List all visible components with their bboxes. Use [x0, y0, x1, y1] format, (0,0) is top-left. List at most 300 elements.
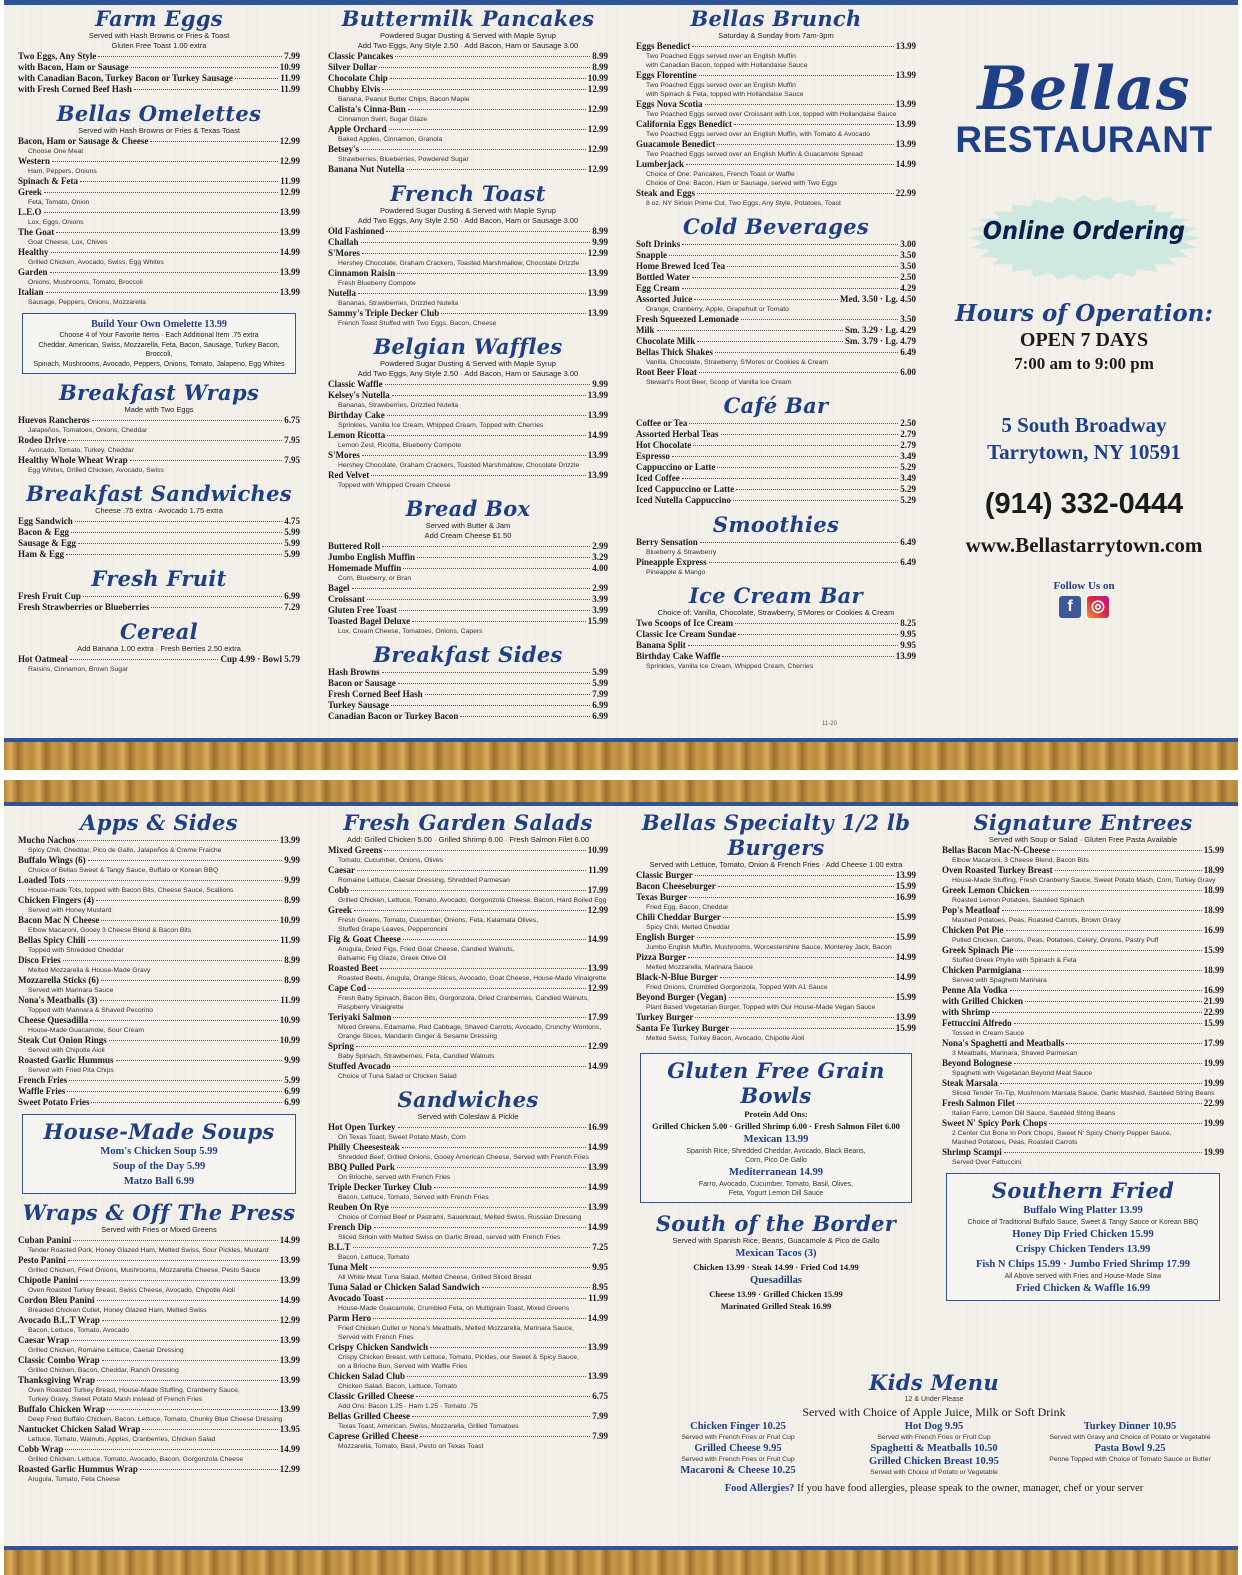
- item-name: Bellas Thick Shakes: [636, 347, 713, 357]
- section-title: Fresh Garden Salads: [343, 810, 593, 835]
- menu-item[interactable]: [636, 870, 916, 881]
- menu-item[interactable]: [328, 678, 608, 689]
- item-price: 7.99: [592, 689, 608, 699]
- item-price: 13.99: [279, 1275, 300, 1285]
- item-description: Grilled Chicken, Lettuce, Tomato, Avocado, Bacon, Gorgonzola Cheese: [28, 1456, 244, 1463]
- dot-leader: [66, 554, 282, 555]
- instagram-icon[interactable]: ◎: [1087, 596, 1109, 618]
- section-title: French Toast: [390, 181, 546, 206]
- menu-item[interactable]: [636, 972, 916, 983]
- menu-item[interactable]: [942, 925, 1224, 936]
- item-price: 13.99: [587, 1371, 608, 1381]
- menu-item[interactable]: [18, 1295, 300, 1306]
- menu-item[interactable]: [328, 104, 608, 115]
- item-description: Spaghetti with Vegetarian Beyond Meat Sauce: [952, 1070, 1093, 1077]
- border-item[interactable]: Marinated Grilled Steak 16.99: [720, 1301, 832, 1311]
- menu-item[interactable]: [18, 62, 300, 73]
- menu-item[interactable]: [328, 845, 608, 856]
- kids-item-desc: Served with French Fries or Fruit Cup: [681, 1434, 795, 1441]
- menu-item[interactable]: [636, 1023, 916, 1034]
- item-price: 5.99: [284, 538, 300, 548]
- menu-item[interactable]: [328, 430, 608, 441]
- menu-item[interactable]: [18, 1315, 300, 1326]
- kids-item-desc: Served with French Fries or Fruit Cup: [681, 1456, 795, 1463]
- item-description: Sausage, Peppers, Onions, Mozzarella: [28, 299, 146, 306]
- logo-restaurant: RESTAURANT: [955, 119, 1213, 160]
- menu-item[interactable]: [328, 963, 608, 974]
- menu-item[interactable]: [328, 1242, 608, 1253]
- menu-item[interactable]: [328, 1162, 608, 1173]
- dot-leader: [386, 1298, 587, 1299]
- item-description: Turkey Gravy, Sweet Potato Mash instead of French Fries: [28, 1396, 203, 1403]
- kids-item[interactable]: Spaghetti & Meatballs 10.50: [870, 1443, 998, 1454]
- menu-item[interactable]: [18, 136, 300, 147]
- menu-item[interactable]: [328, 1061, 608, 1072]
- menu-item[interactable]: [942, 996, 1224, 1007]
- section-title: Café Bar: [723, 393, 829, 418]
- menu-item[interactable]: [636, 188, 916, 199]
- menu-item[interactable]: [328, 390, 608, 401]
- menu-item[interactable]: [328, 1371, 608, 1382]
- kids-item[interactable]: Chicken Finger 10.25: [690, 1421, 786, 1432]
- menu-item[interactable]: [636, 451, 916, 462]
- menu-item[interactable]: [18, 915, 300, 926]
- item-name: Turkey Burger: [636, 1012, 694, 1022]
- menu-item[interactable]: [942, 1147, 1224, 1158]
- menu-item[interactable]: [636, 629, 916, 640]
- menu-item[interactable]: [328, 237, 608, 248]
- menu-item[interactable]: [328, 379, 608, 390]
- menu-item[interactable]: [942, 1038, 1224, 1049]
- menu-item[interactable]: [942, 885, 1224, 896]
- menu-item[interactable]: [636, 261, 916, 272]
- southern-item[interactable]: Fried Chicken & Waffle 16.99: [1015, 1283, 1151, 1294]
- menu-item[interactable]: [636, 881, 916, 892]
- item-price: 13.99: [587, 268, 608, 278]
- menu-item[interactable]: [328, 450, 608, 461]
- bowl-item[interactable]: Mediterranean 14.99: [729, 1167, 823, 1178]
- dot-leader: [391, 705, 590, 706]
- menu-item[interactable]: [18, 654, 300, 665]
- soup-item[interactable]: Mom's Chicken Soup 5.99: [100, 1146, 218, 1157]
- menu-item[interactable]: [328, 1142, 608, 1153]
- menu-item[interactable]: [942, 985, 1224, 996]
- menu-item[interactable]: [636, 70, 916, 81]
- menu-item[interactable]: [328, 865, 608, 876]
- menu-item[interactable]: [636, 495, 916, 506]
- item-description: 8 oz. NY Sirloin Prime Cut, Two Eggs, Any Style, Potatoes, Toast: [646, 200, 841, 207]
- item-name: Kelsey's Nutella: [328, 390, 390, 400]
- dot-leader: [50, 272, 278, 273]
- southern-item[interactable]: Honey Dip Fried Chicken 15.99: [1012, 1229, 1154, 1240]
- southern-fried-box: [946, 1173, 1220, 1301]
- menu-item[interactable]: [18, 73, 300, 84]
- menu-item[interactable]: [636, 557, 916, 568]
- item-description: Corn, Blueberry, or Bran: [338, 575, 412, 582]
- section-note: Served with Coleslaw & Pickle: [417, 1112, 519, 1121]
- menu-item[interactable]: [328, 1391, 608, 1402]
- item-price: 13.99: [587, 410, 608, 420]
- menu-item[interactable]: [636, 283, 916, 294]
- dot-leader: [741, 319, 898, 320]
- border-prices: Chicken 13.99 · Steak 14.99 · Fried Cod 14.99: [693, 1262, 859, 1272]
- dot-leader: [51, 252, 278, 253]
- menu-item[interactable]: [328, 983, 608, 994]
- menu-item[interactable]: [18, 247, 300, 258]
- menu-item[interactable]: [18, 1035, 300, 1046]
- menu-item[interactable]: [942, 1118, 1224, 1129]
- menu-item[interactable]: [636, 429, 916, 440]
- menu-item[interactable]: [18, 1075, 300, 1086]
- menu-item[interactable]: [636, 119, 916, 130]
- menu-item[interactable]: [942, 845, 1224, 856]
- menu-item[interactable]: [18, 995, 300, 1006]
- menu-item[interactable]: [636, 473, 916, 484]
- menu-item[interactable]: [328, 1431, 608, 1442]
- item-description: Choose One Meat: [28, 148, 84, 155]
- dot-leader: [407, 1376, 586, 1377]
- menu-item[interactable]: [328, 410, 608, 421]
- menu-item[interactable]: [636, 250, 916, 261]
- item-name: Bottled Water: [636, 272, 691, 282]
- menu-item[interactable]: [942, 1007, 1224, 1018]
- kids-item[interactable]: Pasta Bowl 9.25: [1094, 1443, 1166, 1454]
- menu-item[interactable]: [18, 538, 300, 549]
- item-name: Pizza Burger: [636, 952, 687, 962]
- item-description: Bananas, Strawberries, Drizzled Nutella: [338, 402, 459, 409]
- dot-leader: [416, 1396, 590, 1397]
- menu-section: [18, 313, 300, 374]
- menu-item[interactable]: [328, 1411, 608, 1422]
- menu-item[interactable]: [636, 651, 916, 662]
- menu-item[interactable]: [636, 347, 916, 358]
- item-price: 3.50: [900, 250, 916, 260]
- item-name: Beyond Bolognese: [942, 1058, 1012, 1068]
- menu-item[interactable]: [18, 516, 300, 527]
- menu-item[interactable]: [18, 591, 300, 602]
- kids-item[interactable]: Grilled Chicken Breast 10.95: [869, 1456, 999, 1467]
- item-price: 13.99: [895, 1012, 916, 1022]
- menu-item[interactable]: [18, 187, 300, 198]
- menu-item[interactable]: [328, 583, 608, 594]
- item-description: Chicken Salad, Bacon, Lettuce, Tomato: [338, 1383, 457, 1390]
- border-item[interactable]: Mexican Tacos (3): [735, 1248, 817, 1259]
- menu-item[interactable]: [328, 124, 608, 135]
- menu-item[interactable]: [636, 239, 916, 250]
- menu-item[interactable]: [328, 1122, 608, 1133]
- menu-item[interactable]: [18, 835, 300, 846]
- menu-item[interactable]: [328, 1262, 608, 1273]
- menu-item[interactable]: [18, 549, 300, 560]
- item-name: Coffee or Tea: [636, 418, 688, 428]
- menu-item[interactable]: [328, 1293, 608, 1304]
- menu-item[interactable]: [18, 1097, 300, 1108]
- menu-item[interactable]: [636, 462, 916, 473]
- menu-item[interactable]: [636, 1012, 916, 1023]
- menu-item[interactable]: [328, 1041, 608, 1052]
- item-name: Hot Oatmeal: [18, 654, 68, 664]
- menu-item[interactable]: [328, 563, 608, 574]
- item-description: Oven Roasted Turkey Breast, House-Made Stuffing, Cranberry Sauce,: [28, 1387, 240, 1394]
- item-name: with Canadian Bacon, Turkey Bacon or Turkey Sausage: [18, 73, 233, 83]
- menu-item[interactable]: [328, 605, 608, 616]
- section-note: Powdered Sugar Dusting & Served with Maple Syrup: [380, 206, 556, 215]
- menu-item[interactable]: [328, 288, 608, 299]
- menu-item[interactable]: [636, 41, 916, 52]
- column-salads: [328, 780, 608, 1575]
- item-price: 4.00: [592, 563, 608, 573]
- dot-leader: [398, 1127, 586, 1128]
- menu-item[interactable]: [18, 455, 300, 466]
- dot-leader: [1017, 1103, 1202, 1104]
- menu-item[interactable]: [942, 905, 1224, 916]
- menu-item[interactable]: [636, 892, 916, 903]
- section-title: Bellas Brunch: [690, 6, 862, 31]
- menu-item[interactable]: [18, 875, 300, 886]
- menu-item[interactable]: [328, 616, 608, 627]
- menu-item[interactable]: [328, 594, 608, 605]
- menu-item[interactable]: [636, 992, 916, 1003]
- menu-item[interactable]: [328, 1202, 608, 1213]
- menu-item[interactable]: [942, 1098, 1224, 1109]
- item-description: Avocado, Tomato, Turkey, Cheddar: [28, 447, 134, 454]
- menu-item[interactable]: [328, 1012, 608, 1023]
- menu-item[interactable]: [18, 955, 300, 966]
- dot-leader: [370, 1267, 590, 1268]
- menu-item[interactable]: [328, 1342, 608, 1353]
- item-price: 12.99: [587, 905, 608, 915]
- divider-line: [4, 738, 1238, 742]
- item-name: Old Fashioned: [328, 226, 385, 236]
- dot-leader: [1010, 990, 1202, 991]
- kids-menu-title: Kids Menu: [869, 1370, 999, 1395]
- menu-item[interactable]: [328, 1313, 608, 1324]
- menu-item[interactable]: [18, 1055, 300, 1066]
- menu-item[interactable]: [328, 1282, 608, 1293]
- soup-item[interactable]: Soup of the Day 5.99: [112, 1161, 206, 1172]
- item-price: 22.99: [1203, 1007, 1224, 1017]
- menu-item[interactable]: [942, 865, 1224, 876]
- section-note: Cheese .75 extra · Avocado 1.75 extra: [95, 506, 223, 515]
- item-description: Sprinkles, Vanilla Ice Cream, Whipped Cream, Topped with Cherries: [338, 422, 544, 429]
- menu-item[interactable]: [328, 51, 608, 62]
- item-description: Served with Fried Pita Chips: [28, 1067, 114, 1074]
- item-price: 13.99: [895, 139, 916, 149]
- southern-item[interactable]: Buffalo Wing Platter 13.99: [1023, 1205, 1143, 1216]
- section-title: Wraps & Off The Press: [22, 1200, 296, 1225]
- item-price: 9.95: [592, 1262, 608, 1272]
- menu-item[interactable]: [942, 945, 1224, 956]
- item-price: 2.99: [592, 541, 608, 551]
- item-price: 16.99: [895, 892, 916, 902]
- menu-item[interactable]: [328, 885, 608, 896]
- dot-leader: [116, 1060, 283, 1061]
- online-ordering-badge[interactable]: [966, 194, 1202, 282]
- item-name: Challah: [328, 237, 359, 247]
- menu-item[interactable]: [636, 294, 916, 305]
- menu-item[interactable]: [18, 176, 300, 187]
- section-title: Apps & Sides: [80, 810, 238, 835]
- menu-item[interactable]: [18, 267, 300, 278]
- menu-item[interactable]: [328, 689, 608, 700]
- menu-item[interactable]: [328, 934, 608, 945]
- menu-item[interactable]: [328, 226, 608, 237]
- menu-item[interactable]: [328, 164, 608, 175]
- menu-item[interactable]: [328, 1182, 608, 1193]
- menu-item[interactable]: [328, 470, 608, 481]
- menu-item[interactable]: [18, 1424, 300, 1435]
- menu-item[interactable]: [636, 537, 916, 548]
- dot-leader: [688, 957, 894, 958]
- item-description: Arugula, Tomato, Feta Cheese: [28, 1476, 121, 1483]
- item-name: Pesto Panini: [18, 1255, 66, 1265]
- item-name: Mozzarella Sticks (6): [18, 975, 99, 985]
- menu-item[interactable]: [636, 325, 916, 336]
- menu-item[interactable]: [636, 932, 916, 943]
- phone-number[interactable]: (914) 332-0444: [984, 488, 1184, 520]
- menu-item[interactable]: [328, 144, 608, 155]
- kids-item[interactable]: Hot Dog 9.95: [904, 1421, 964, 1432]
- menu-section: [328, 6, 608, 175]
- dot-leader: [425, 694, 591, 695]
- item-name: Cappuccino or Latte: [636, 462, 716, 472]
- menu-item[interactable]: [942, 1078, 1224, 1089]
- menu-item[interactable]: [942, 965, 1224, 976]
- menu-item[interactable]: [328, 84, 608, 95]
- dot-leader: [235, 78, 278, 79]
- item-name: Hash Browns: [328, 667, 380, 677]
- menu-item[interactable]: [18, 207, 300, 218]
- menu-item[interactable]: [18, 1275, 300, 1286]
- item-name: Toasted Bagel Deluxe: [328, 616, 411, 626]
- dot-leader: [68, 1260, 278, 1261]
- menu-item[interactable]: [18, 1086, 300, 1097]
- menu-item[interactable]: [636, 640, 916, 651]
- menu-item[interactable]: [328, 308, 608, 319]
- menu-item[interactable]: [18, 1355, 300, 1366]
- menu-item[interactable]: [18, 51, 300, 62]
- menu-item[interactable]: [18, 84, 300, 95]
- menu-item[interactable]: [636, 314, 916, 325]
- menu-item[interactable]: [18, 1404, 300, 1415]
- menu-item[interactable]: [18, 527, 300, 538]
- kids-item[interactable]: Macaroni & Cheese 10.25: [680, 1465, 796, 1476]
- menu-item[interactable]: [18, 156, 300, 167]
- menu-item[interactable]: [636, 367, 916, 378]
- menu-item[interactable]: [18, 435, 300, 446]
- dot-leader: [353, 1247, 591, 1248]
- southern-item[interactable]: Crispy Chicken Tenders 13.99: [1015, 1244, 1151, 1255]
- menu-item[interactable]: [636, 99, 916, 110]
- item-description: Mashed Potatoes, Peas, Roasted Carrots: [952, 1139, 1078, 1146]
- menu-item[interactable]: [18, 1255, 300, 1266]
- dot-leader: [736, 489, 898, 490]
- menu-item[interactable]: [18, 975, 300, 986]
- menu-item[interactable]: [328, 541, 608, 552]
- menu-item[interactable]: [636, 336, 916, 347]
- menu-item[interactable]: [328, 552, 608, 563]
- menu-item[interactable]: [18, 1464, 300, 1475]
- menu-item[interactable]: [18, 287, 300, 298]
- item-description: French Toast Stuffed with Two Eggs, Bacon, Cheese: [338, 320, 497, 327]
- kids-item[interactable]: Turkey Dinner 10.95: [1083, 1421, 1177, 1432]
- menu-item[interactable]: [328, 711, 608, 722]
- menu-item[interactable]: [328, 268, 608, 279]
- menu-item[interactable]: [18, 935, 300, 946]
- dot-leader: [1006, 930, 1202, 931]
- menu-item[interactable]: [18, 1235, 300, 1246]
- menu-item[interactable]: [942, 1058, 1224, 1069]
- menu-item[interactable]: [18, 855, 300, 866]
- item-price: 7.99: [284, 51, 300, 61]
- facebook-icon[interactable]: f: [1059, 596, 1081, 618]
- menu-item[interactable]: [18, 1444, 300, 1455]
- menu-item[interactable]: [636, 272, 916, 283]
- website-link[interactable]: www.Bellastarrytown.com: [965, 533, 1203, 557]
- dot-leader: [398, 683, 590, 684]
- item-name: Fresh Strawberries or Blueberries: [18, 602, 150, 612]
- southern-item[interactable]: Fish N Chips 15.99 · Jumbo Fried Shrimp 17.99: [975, 1259, 1191, 1270]
- item-price: 14.99: [587, 1142, 608, 1152]
- item-description: Served with French Fries: [338, 1334, 414, 1341]
- menu-item[interactable]: [328, 905, 608, 916]
- menu-item[interactable]: [636, 139, 916, 150]
- item-price: 16.99: [1203, 985, 1224, 995]
- menu-item[interactable]: [636, 159, 916, 170]
- menu-item[interactable]: [636, 418, 916, 429]
- menu-item[interactable]: [18, 1375, 300, 1386]
- menu-item[interactable]: [18, 227, 300, 238]
- menu-item[interactable]: [18, 895, 300, 906]
- menu-item[interactable]: [636, 618, 916, 629]
- menu-item[interactable]: [328, 248, 608, 259]
- menu-section: [18, 566, 300, 613]
- dot-leader: [390, 78, 586, 79]
- kids-item[interactable]: Grilled Cheese 9.95: [694, 1443, 782, 1454]
- item-description: Grilled Chicken, Lettuce, Tomato, Avocado, Gorgonzola Cheese, Bacon, Hard Boiled Egg: [338, 897, 607, 904]
- soup-item[interactable]: Matzo Ball 6.99: [123, 1176, 195, 1187]
- menu-item[interactable]: [636, 952, 916, 963]
- border-item[interactable]: Quesadillas: [750, 1275, 802, 1286]
- item-name: Nantucket Chicken Salad Wrap: [18, 1424, 141, 1434]
- bowl-item[interactable]: Mexican 13.99: [743, 1134, 809, 1145]
- item-price: 7.95: [284, 455, 300, 465]
- menu-item[interactable]: [18, 415, 300, 426]
- item-price: 3.29: [592, 552, 608, 562]
- menu-item[interactable]: [328, 62, 608, 73]
- item-name: Two Eggs, Any Style: [18, 51, 97, 61]
- item-price: 13.99: [587, 1202, 608, 1212]
- menu-item[interactable]: [328, 700, 608, 711]
- menu-item[interactable]: [328, 667, 608, 678]
- menu-item[interactable]: [18, 1015, 300, 1026]
- item-price: 13.99: [279, 227, 300, 237]
- southern-desc: Choice of Traditional Buffalo Sauce, Sweet & Tangy Sauce or Korean BBQ: [967, 1219, 1199, 1226]
- menu-item[interactable]: [636, 912, 916, 923]
- menu-item[interactable]: [18, 1335, 300, 1346]
- dot-leader: [142, 1429, 277, 1430]
- menu-item[interactable]: [328, 73, 608, 84]
- menu-item[interactable]: [942, 1018, 1224, 1029]
- item-name: Bacon, Ham or Sausage & Cheese: [18, 136, 149, 146]
- menu-item[interactable]: [636, 440, 916, 451]
- dot-leader: [107, 1409, 278, 1410]
- item-name: Stuffed Avocado: [328, 1061, 391, 1071]
- menu-item[interactable]: [636, 484, 916, 495]
- menu-item[interactable]: [328, 1222, 608, 1233]
- menu-item[interactable]: [18, 602, 300, 613]
- item-price: 4.29: [900, 283, 916, 293]
